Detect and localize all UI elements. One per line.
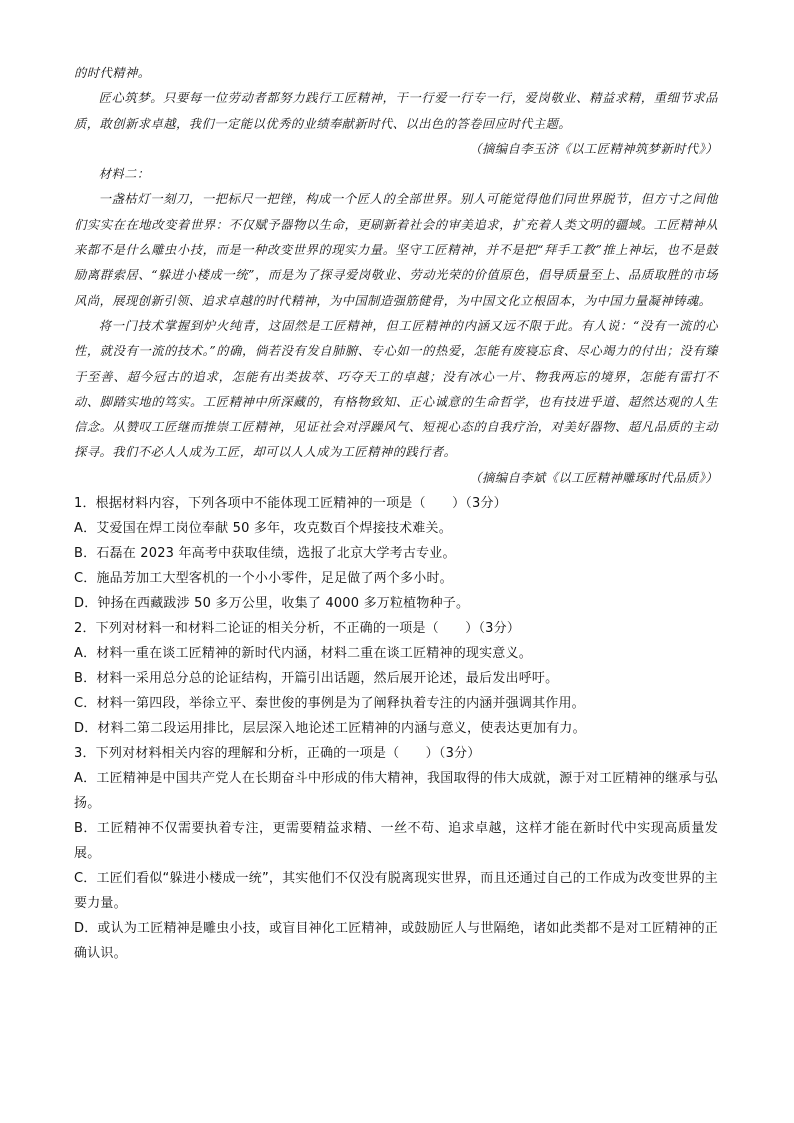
- questions: [74, 491, 718, 966]
- question-3-option-d: D．或认为工匠精神是雕虫小技，或盲目神化工匠精神，或鼓励匠人与世隔绝，诸如此类都不是对工匠精神的正确认识。: [74, 921, 718, 962]
- material2-source: （摘编自李斌《以工匠精神雕琢时代品质》）: [469, 470, 718, 485]
- material1-continuation: 的时代精神。: [74, 66, 151, 80]
- material1-last-paragraph: 匠心筑梦。只要每一位劳动者都努力践行工匠精神，干一行爱一行专一行，爱岗敬业、精益求精，重细节求品质，敢创新求卓越，我们一定能以优秀的业绩奉献新时代、以出色的答卷回应时代主题。: [74, 91, 718, 131]
- question-1-option-a: A．艾爱国在焊工岗位奉献 50 多年，攻克数百个焊接技术难关。: [74, 521, 452, 537]
- question-3-stem: 3．下列对材料相关内容的理解和分析，正确的一项是（ ）（3分）: [74, 746, 481, 762]
- question-3-option-c: C．工匠们看似“躲进小楼成一统”，其实他们不仅没有脱离现实世界，而且还通过自己的工作成为改变世界的主要力量。: [74, 871, 718, 912]
- question-2-option-d: D．材料二第二段运用排比，层层深入地论述工匠精神的内涵与意义，使表达更加有力。: [74, 721, 586, 737]
- question-1-stem: 1．根据材料内容，下列各项中不能体现工匠精神的一项是（ ）（3分）: [74, 496, 507, 512]
- question-2-stem: 2．下列对材料一和材料二论证的相关分析，不正确的一项是（ ）（3分）: [74, 621, 521, 637]
- material2-heading: 材料二：: [98, 167, 150, 182]
- material2-paragraph-1: 一盏枯灯一刻刀，一把标尺一把锉，构成一个匠人的全部世界。别人可能觉得他们同世界脱节，但方寸之间他们实实在在地改变着世界：不仅赋予器物以生命，更刷新着社会的审美追求，扩充着人类文明的疆域。工匠精神从来都不是什么雕虫小技，而是一种改变世界的现实力量。坚守工匠精神，并不是把“拜手工教”推上神坛，也不是鼓励离群索居、“躲进小楼成一统”，而是为了探寻爱岗敬业、劳动光荣的价值原色，倡导质量至上、品质取胜的市场风尚，展现创新引领、追求卓越的时代精神，为中国制造强筋健骨，为中国文化立根固本，为中国力量凝神铸魂。: [74, 192, 718, 308]
- material1-source: （摘编自李玉济《以工匠精神筑梦新时代》）: [469, 141, 718, 156]
- material2-paragraph-2: 将一门技术掌握到炉火纯青，这固然是工匠精神，但工匠精神的内涵又远不限于此。有人说：“没有一流的心性，就没有一流的技术。”的确，倘若没有发自肺腑、专心如一的热爱，怎能有废寝忘食、尽心竭力的付出；没有臻于至善、超今冠古的追求，怎能有出类拔萃、巧夺天工的卓越；没有冰心一片、物我两忘的境界，怎能有雷打不动、脚踏实地的笃实。工匠精神中所深藏的，有格物致知、正心诚意的生命哲学，也有技进乎道、超然达观的人生信念。从赞叹工匠继而推崇工匠精神，见证社会对浮躁风气、短视心态的自我疗治，对美好器物、超凡品质的主动探寻。我们不必人人成为工匠，却可以人人成为工匠精神的践行者。: [74, 318, 718, 460]
- question-1-option-c: C．施品芳加工大型客机的一个小小零件，足足做了两个多小时。: [74, 571, 453, 587]
- question-2-option-a: A．材料一重在谈工匠精神的新时代内涵，材料二重在谈工匠精神的现实意义。: [74, 646, 532, 662]
- question-1-option-b: B．石磊在 2023 年高考中获取佳绩，选报了北京大学考古专业。: [74, 546, 456, 562]
- question-3-option-a: A．工匠精神是中国共产党人在长期奋斗中形成的伟大精神，我国取得的伟大成就，源于对工匠精神的继承与弘扬。: [74, 771, 718, 812]
- question-2-option-b: B．材料一采用总分总的论证结构，开篇引出话题，然后展开论述，最后发出呼吁。: [74, 671, 559, 687]
- question-2-option-c: C．材料一第四段，举徐立平、秦世俊的事例是为了阐释执着专注的内涵并强调其作用。: [74, 696, 585, 712]
- question-1-option-d: D．钟扬在西藏跋涉 50 多万公里，收集了 4000 多万粒植物种子。: [74, 596, 470, 612]
- question-3-option-b: B．工匠精神不仅需要执着专注，更需要精益求精、一丝不苟、追求卓越，这样才能在新时代中实现高质量发展。: [74, 821, 718, 862]
- reading-materials: [74, 61, 718, 491]
